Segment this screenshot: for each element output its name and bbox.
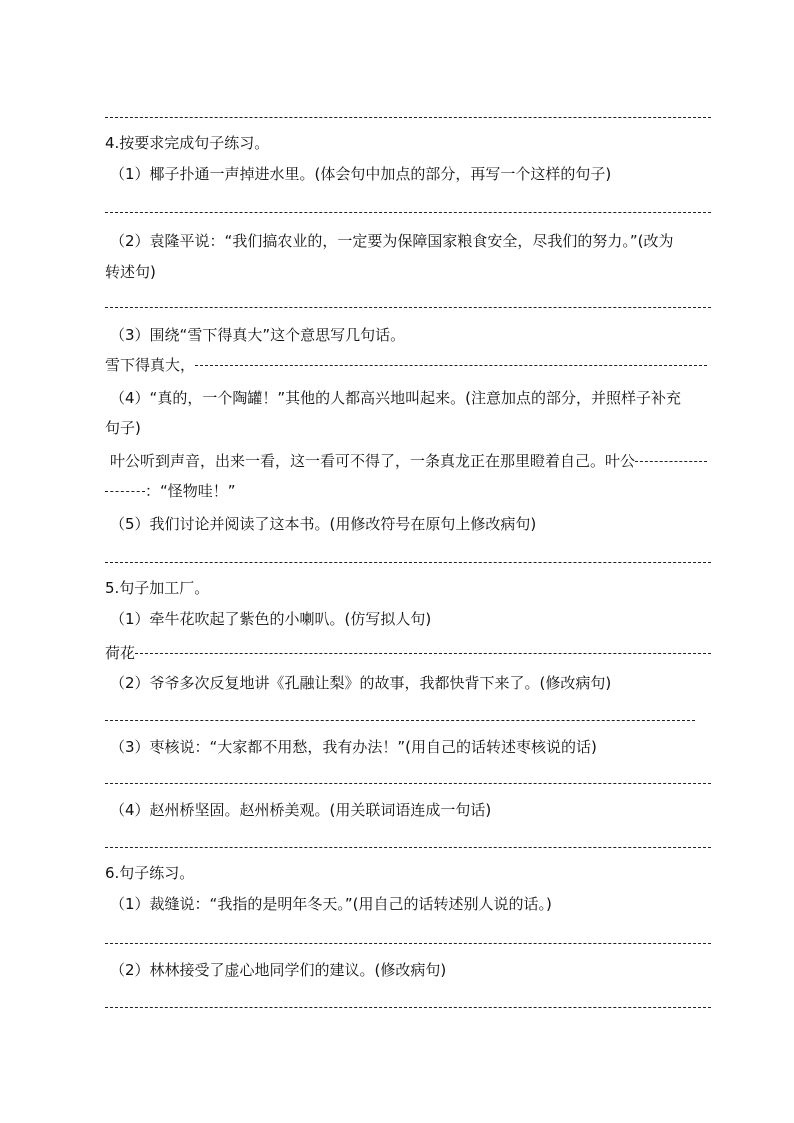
answer-line-inline[interactable] (105, 491, 145, 492)
question-5-item-1-prompt (105, 643, 711, 663)
question-4-item-5: （5）我们讨论并阅读了这本书。(用修改符号在原句上修改病句) (110, 515, 537, 533)
answer-line-inline[interactable] (195, 365, 707, 366)
question-6-item-2: （2）林林接受了虚心地同学们的建议。(修改病句) (110, 961, 447, 979)
answer-line[interactable] (105, 847, 711, 848)
answer-line[interactable] (105, 1007, 711, 1008)
question-4-item-1: （1）椰子扑通一声掉进水里。(体会句中加点的部分，再写一个这样的句子) (110, 165, 612, 183)
question-5-item-4: （4）赵州桥坚固。赵州桥美观。(用关联词语连成一句话) (110, 801, 492, 819)
answer-line[interactable] (105, 307, 711, 308)
question-4-item-2: （2）袁隆平说：“我们搞农业的，一定要为保障国家粮食安全，尽我们的努力。”(改为 (110, 232, 674, 250)
answer-line[interactable] (105, 212, 711, 213)
answer-line-inline[interactable] (135, 653, 711, 654)
sentence-prefix: 雪下得真大， (105, 356, 196, 374)
answer-line-inline[interactable] (635, 461, 707, 462)
question-4-item-3-prompt (105, 355, 707, 375)
question-4-item-4-cont: 句子) (105, 419, 141, 437)
question-4-example (110, 451, 707, 471)
question-4-item-4: （4）“真的，一个陶罐！”其他的人都高兴地叫起来。(注意加点的部分，并照样子补充 (110, 389, 681, 407)
question-6-title: 6.句子练习。 (105, 864, 195, 882)
example-text-end: ：“怪物哇！” (145, 482, 236, 500)
example-text: 叶公听到声音，出来一看，这一看可不得了，一条真龙正在那里瞪着自己。叶公 (110, 452, 636, 470)
question-5-item-2: （2）爷爷多次反复地讲《孔融让梨》的故事，我都快背下来了。(修改病句) (110, 674, 612, 692)
question-5-item-1: （1）牵牛花吹起了紫色的小喇叭。(仿写拟人句) (110, 610, 432, 628)
question-4-item-2-cont: 转述句) (105, 263, 156, 281)
answer-line[interactable] (105, 943, 711, 944)
answer-line[interactable] (105, 720, 695, 721)
answer-line[interactable] (105, 117, 711, 118)
sentence-prefix: 荷花 (105, 644, 136, 662)
question-5-title: 5.句子加工厂。 (105, 579, 210, 597)
question-4-title: 4.按要求完成句子练习。 (105, 134, 270, 152)
question-6-item-1: （1）裁缝说：“我指的是明年冬天。”(用自己的话转述别人说的话。) (110, 895, 552, 913)
question-5-item-3: （3）枣核说：“大家都不用愁，我有办法！”(用自己的话转述枣核说的话) (110, 738, 597, 756)
answer-line[interactable] (105, 783, 711, 784)
question-4-example-cont (105, 481, 236, 501)
question-4-item-3: （3）围绕“雪下得真大”这个意思写几句话。 (110, 326, 406, 344)
answer-line[interactable] (105, 562, 711, 563)
